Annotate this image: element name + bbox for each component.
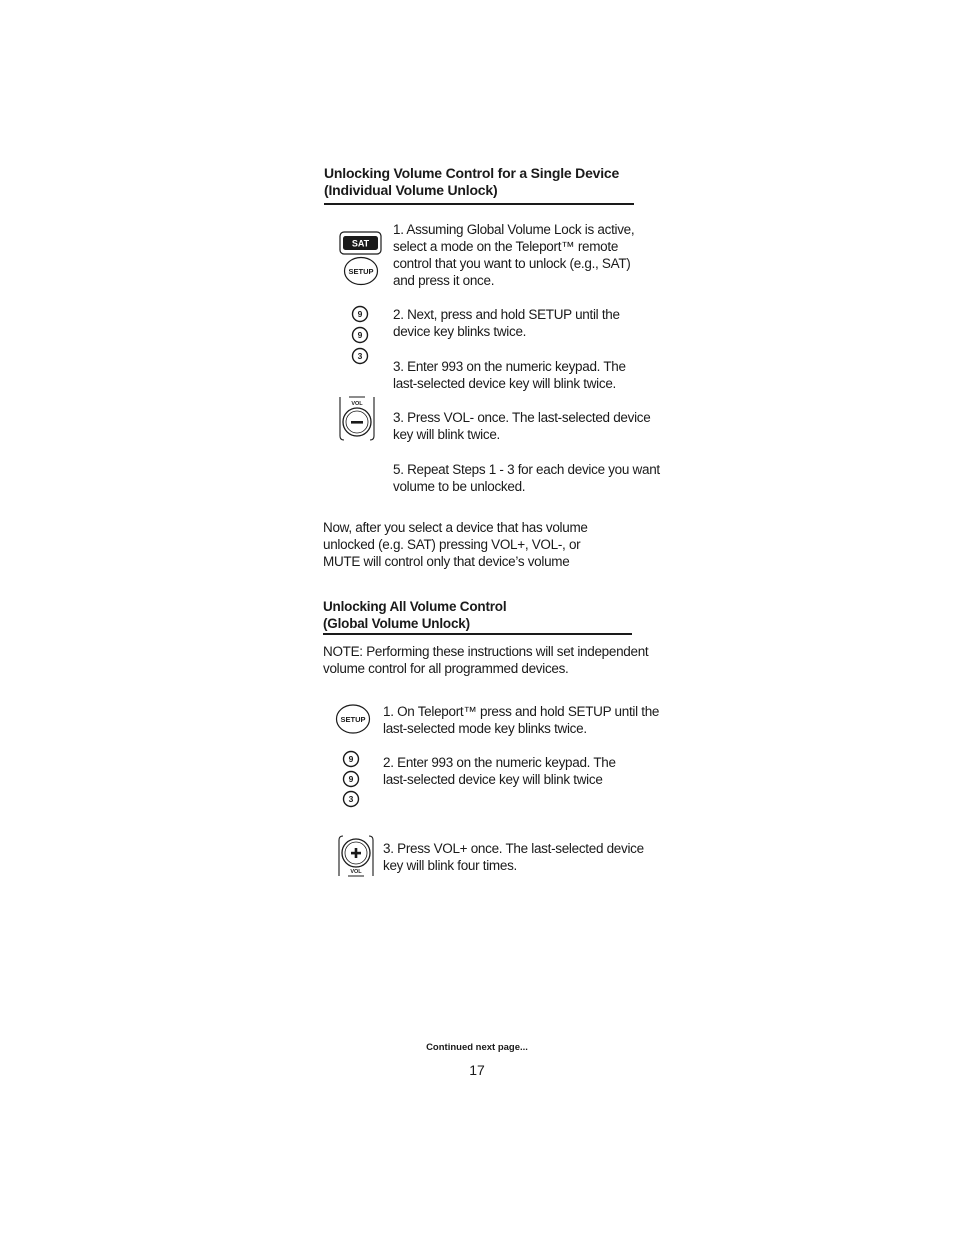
- nine-key-icon: [351, 326, 369, 344]
- section1-step-2: 2. Next, press and hold SETUP until the device key blinks twice.: [393, 307, 620, 339]
- section2-step-2: 2. Enter 993 on the numeric keypad. The last-selected device key will blink twice: [383, 755, 616, 787]
- nine-key-icon: [351, 305, 369, 323]
- section1-step-4: 3. Press VOL- once. The last-selected device key will blink twice.: [393, 410, 651, 442]
- svg-text:SETUP: SETUP: [340, 715, 366, 724]
- page-number: 17: [469, 1062, 485, 1078]
- setup-key-icon: [335, 703, 371, 735]
- svg-text:VOL: VOL: [351, 401, 363, 407]
- continued-note: Continued next page...: [426, 1042, 528, 1053]
- three-key-icon: [351, 347, 369, 365]
- vol-minus-key-icon: [337, 396, 377, 442]
- section1-divider: [324, 203, 634, 205]
- nine-key-icon: [342, 750, 360, 768]
- sat-key-icon: [339, 231, 382, 255]
- section2-note: NOTE: Performing these instructions will set independent volume control for all programmed devices.: [323, 644, 649, 676]
- svg-text:9: 9: [357, 309, 363, 319]
- svg-text:9: 9: [348, 754, 354, 764]
- svg-text:3: 3: [348, 794, 354, 804]
- section1-step-3: 3. Enter 993 on the numeric keypad. The last-selected device key will blink twice.: [393, 359, 626, 391]
- section2-step-3: 3. Press VOL+ once. The last-selected device key will blink four times.: [383, 841, 644, 873]
- nine-key-icon: [342, 770, 360, 788]
- vol-plus-key-icon: [336, 835, 376, 877]
- svg-text:9: 9: [357, 330, 363, 340]
- section2-step-1: 1. On Teleport™ press and hold SETUP until the last-selected mode key blinks twice.: [383, 704, 660, 736]
- svg-text:3: 3: [357, 351, 363, 361]
- setup-key-icon: [343, 256, 379, 286]
- section1-step-1: 1. Assuming Global Volume Lock is active, select a mode on the Teleport™ remote control that you want to unlock (e.g., SAT) and press it once.: [393, 222, 635, 288]
- section2-heading: Unlocking All Volume Control (Global Volume Unlock): [323, 599, 507, 631]
- svg-text:VOL: VOL: [350, 869, 362, 875]
- svg-text:9: 9: [348, 774, 354, 784]
- section1-step-5: 5. Repeat Steps 1 - 3 for each device you want volume to be unlocked.: [393, 462, 660, 494]
- section2-divider: [323, 633, 632, 635]
- svg-text:SETUP: SETUP: [348, 267, 374, 276]
- svg-text:SAT: SAT: [351, 238, 370, 249]
- three-key-icon: [342, 790, 360, 808]
- section1-heading: Unlocking Volume Control for a Single Device (Individual Volume Unlock): [324, 165, 620, 198]
- section1-note: Now, after you select a device that has volume unlocked (e.g. SAT) pressing VOL+, VOL-, or MUTE will control only that device’s volume: [323, 520, 588, 569]
